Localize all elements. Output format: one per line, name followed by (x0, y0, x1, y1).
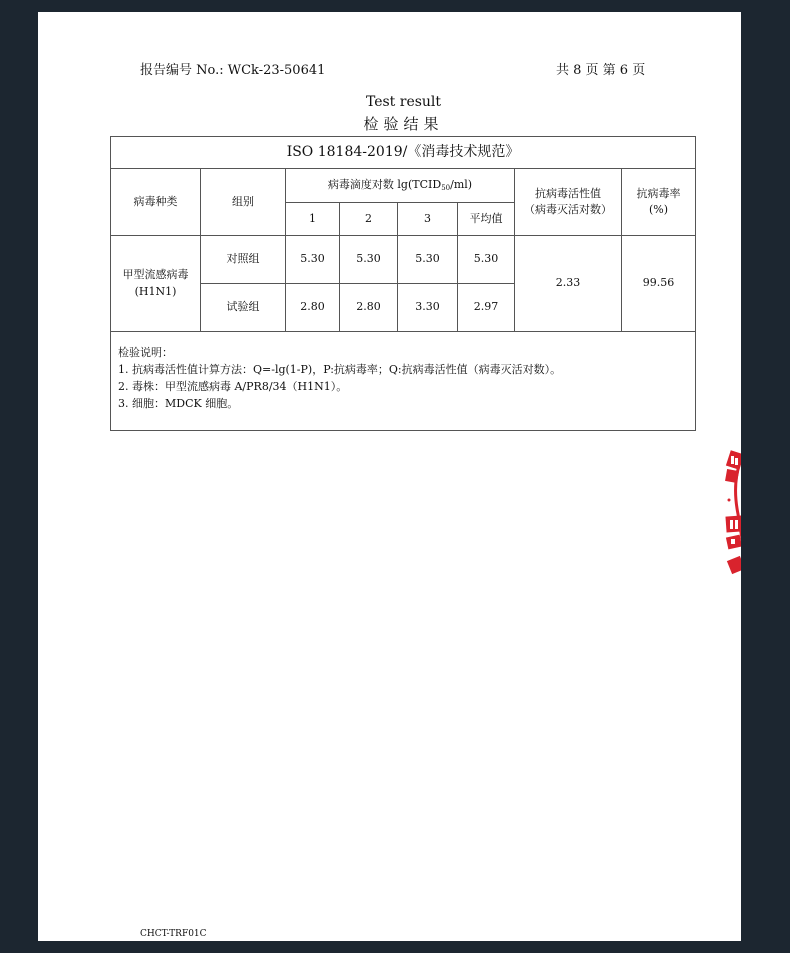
subheader-1: 1 (286, 203, 340, 236)
notes-title: 检验说明： (118, 346, 173, 359)
titer-header-suffix: /ml) (450, 178, 473, 192)
value-cell: 2.80 (286, 284, 340, 332)
title-chinese: 检验结果 (363, 115, 444, 133)
rate-header (622, 169, 696, 236)
test-result-table (110, 136, 696, 431)
rate-value: 99.56 (622, 236, 696, 332)
red-seal-stamp (722, 434, 741, 594)
activity-header (515, 169, 622, 236)
subheader-2: 2 (340, 203, 398, 236)
value-cell: 3.30 (398, 284, 458, 332)
note-item: 1. 抗病毒活性值计算方法：Q=-lg(1-P)，P:抗病毒率；Q:抗病毒活性值（病毒灭活对数）。 (118, 363, 562, 376)
report-number: 报告编号 No.: WCk-23-50641 (140, 63, 326, 78)
header-row (111, 169, 696, 203)
group-cell: 试验组 (201, 284, 286, 332)
form-code: CHCT-TRF01C (140, 929, 207, 939)
virus-type-header: 病毒种类 (111, 169, 201, 236)
titer-header-prefix: 病毒滴度对数 lg(TCID (327, 178, 442, 192)
average-cell: 5.30 (458, 236, 515, 284)
standard-name: ISO 18184-2019/《消毒技术规范》 (111, 137, 696, 169)
group-header: 组别 (201, 169, 286, 236)
activity-header-line2: （病毒灭活对数） (524, 203, 612, 216)
value-cell: 5.30 (398, 236, 458, 284)
standard-row (111, 137, 696, 169)
titer-header (286, 169, 515, 203)
page-indicator: 共 8 页 第 6 页 (556, 63, 646, 78)
rate-header-line2: (%) (649, 203, 669, 216)
notes-cell (111, 332, 696, 431)
value-cell: 5.30 (340, 236, 398, 284)
value-cell: 5.30 (286, 236, 340, 284)
virus-name (111, 236, 201, 332)
activity-header-line1: 抗病毒活性值 (535, 186, 601, 200)
titer-header-subscript: 50 (441, 184, 451, 193)
note-item: 2. 毒株：甲型流感病毒 A/PR8/34（H1N1）。 (118, 380, 348, 393)
note-item: 3. 细胞：MDCK 细胞。 (118, 397, 239, 410)
report-page (38, 12, 741, 941)
title-english: Test result (365, 94, 442, 110)
activity-value: 2.33 (515, 236, 622, 332)
rate-header-line1: 抗病毒率 (636, 186, 681, 200)
group-cell: 对照组 (201, 236, 286, 284)
table-row-control (111, 236, 696, 284)
subheader-3: 3 (398, 203, 458, 236)
notes-row (111, 332, 696, 431)
virus-name-line2: (H1N1) (134, 284, 177, 298)
subheader-average: 平均值 (458, 203, 515, 236)
virus-name-line1: 甲型流感病毒 (122, 268, 189, 281)
value-cell: 2.80 (340, 284, 398, 332)
average-cell: 2.97 (458, 284, 515, 332)
